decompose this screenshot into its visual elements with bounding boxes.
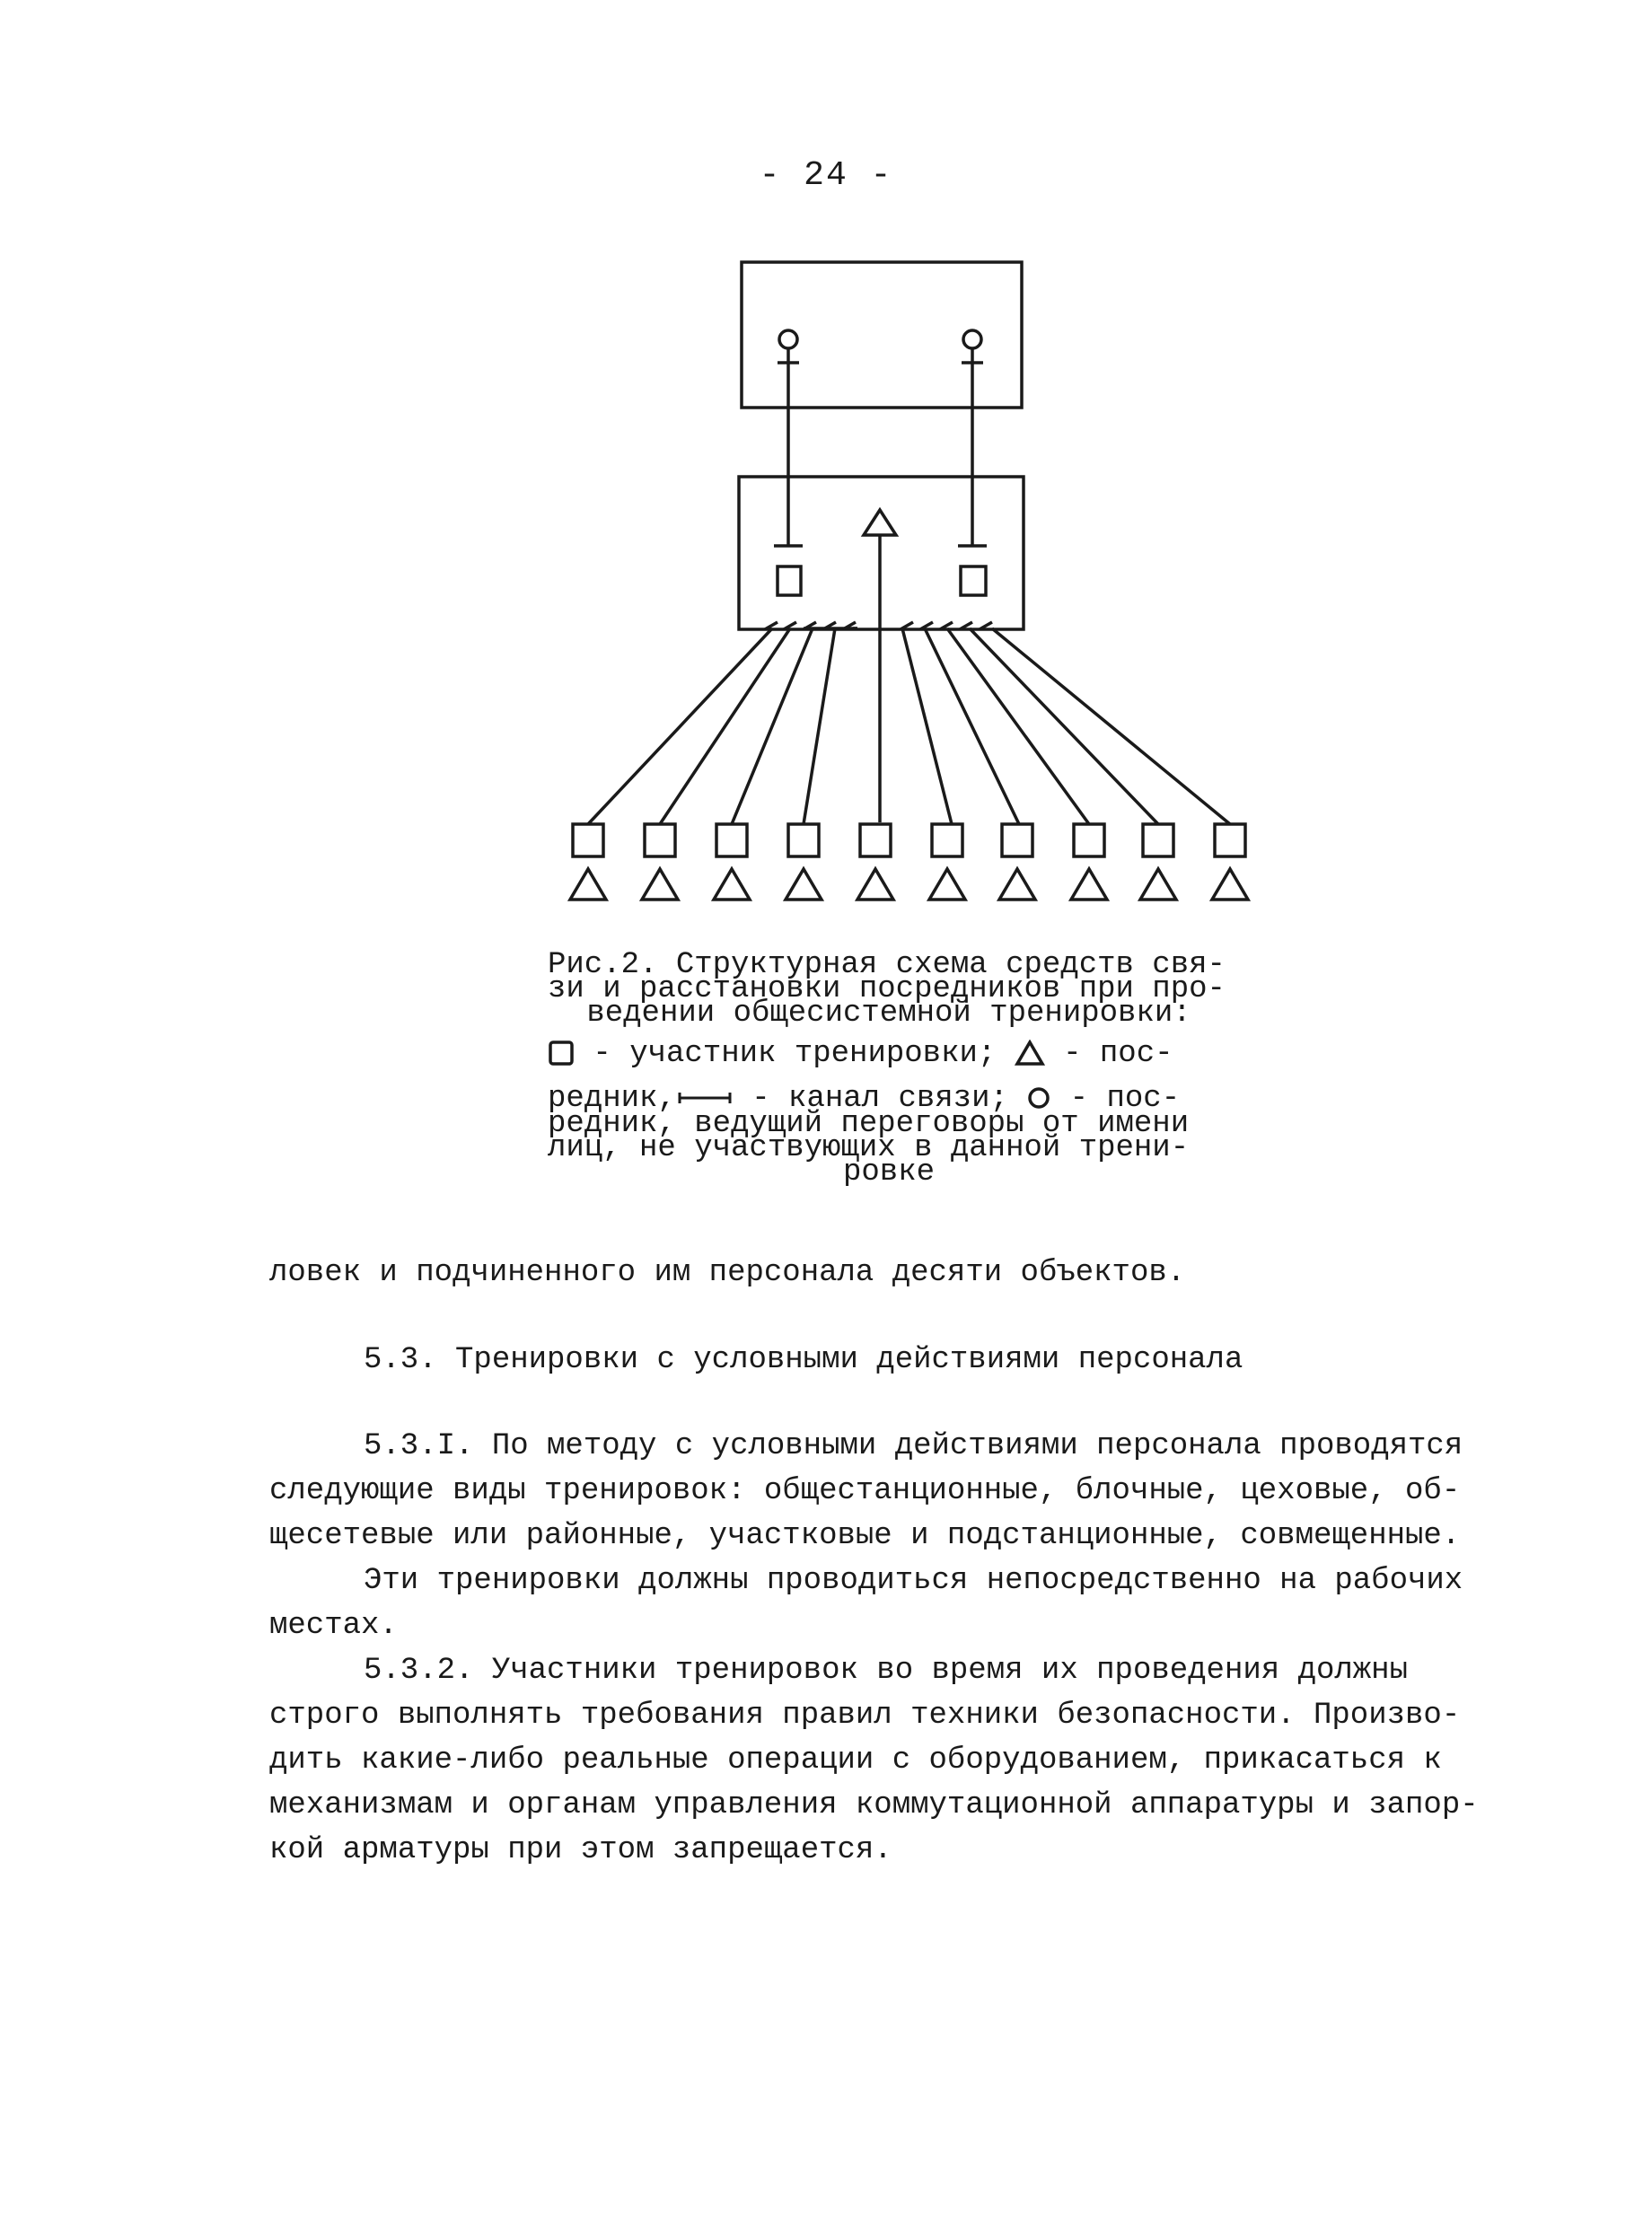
communication-structure-diagram [0,0,1652,952]
mediator-triangle [1212,869,1248,900]
text-line: щесетевые или районные, участковые и подстанционные, совмещенные. [269,1519,1461,1553]
paragraph-5-3-2 [269,1648,1479,1873]
participant-square [1143,824,1173,856]
caption-line: Рис.2. Структурная схема средств свя- [548,948,1226,982]
participant-square [1215,824,1245,856]
participant-square-icon [548,1040,575,1067]
legend-external-mediator-text: - пос- [1051,1082,1181,1116]
participant-square [573,824,603,856]
mediator-triangle [1071,869,1107,900]
participant-square [788,824,819,856]
paragraph-5-3-1 [269,1424,1472,1648]
mediator-triangle [714,869,750,900]
mediator-triangle-icon [1015,1040,1045,1067]
mediator-triangle [642,869,678,900]
central-mediator-triangle [864,510,896,535]
channel-lines [588,628,1230,824]
external-mediator-circle-left [779,330,797,348]
participant-square [645,824,675,856]
mediator-triangle [929,869,965,900]
participant-square [932,824,962,856]
mediator-triangle [570,869,606,900]
mediator-triangle [786,869,822,900]
participant-square [1002,824,1032,856]
caption-line: лиц, не участвующих в данной трени- [548,1131,1190,1165]
participant-square [860,824,891,856]
channel-line-icon [676,1089,734,1107]
mediator-triangle [999,869,1035,900]
figure-caption [548,948,1230,1190]
caption-line: ровке [842,1155,936,1190]
text-line: 5.3.2. Участники тренировок во время их проведения должны [364,1654,1408,1688]
external-mediator-circle-right [963,330,981,348]
text-line: следующие виды тренировок: общестанционные, блочные, цеховые, об- [269,1474,1461,1508]
text-line: механизмам и органам управления коммутационной аппаратуры и запор- [269,1788,1479,1822]
legend-channel-text: - канал связи; [733,1082,1027,1116]
text-line: строго выполнять требования правил техники безопасности. Произво- [269,1699,1461,1733]
text-line: 5.3.I. По методу с условными действиями персонала проводятся [364,1429,1463,1463]
legend-mediator-text: - пос- [1044,1037,1173,1071]
participant-square [1074,824,1104,856]
caption-line: редник, ведущий переговоры от имени [548,1107,1190,1141]
section-heading: 5.3. Тренировки с условными действиями персонала [364,1343,1243,1377]
text-line: Эти тренировки должны проводиться непосредственно на рабочих [364,1564,1463,1598]
text-line: кой арматуры при этом запрещается. [269,1833,892,1867]
participant-square-left [778,566,801,595]
continuation-line: ловек и подчиненного им персонала десяти объектов. [269,1256,1186,1290]
participant-square [716,824,747,856]
caption-line: ведении общесистемной тренировки: [586,997,1191,1031]
caption-line: зи и расстановки посредников при про- [548,972,1226,1006]
mediator-triangle [857,869,893,900]
mediator-triangle [1140,869,1176,900]
legend-line2-start: редник, [548,1082,676,1116]
text-line: местах. [269,1609,398,1643]
participant-square-right [961,566,986,595]
page-number: - 24 - [759,156,893,195]
legend-participant-text: - участник тренировки; [575,1037,1015,1071]
legend-row [548,1035,1230,1073]
text-line: дить какие-либо реальные операции с оборудованием, прикасаться к [269,1743,1442,1778]
